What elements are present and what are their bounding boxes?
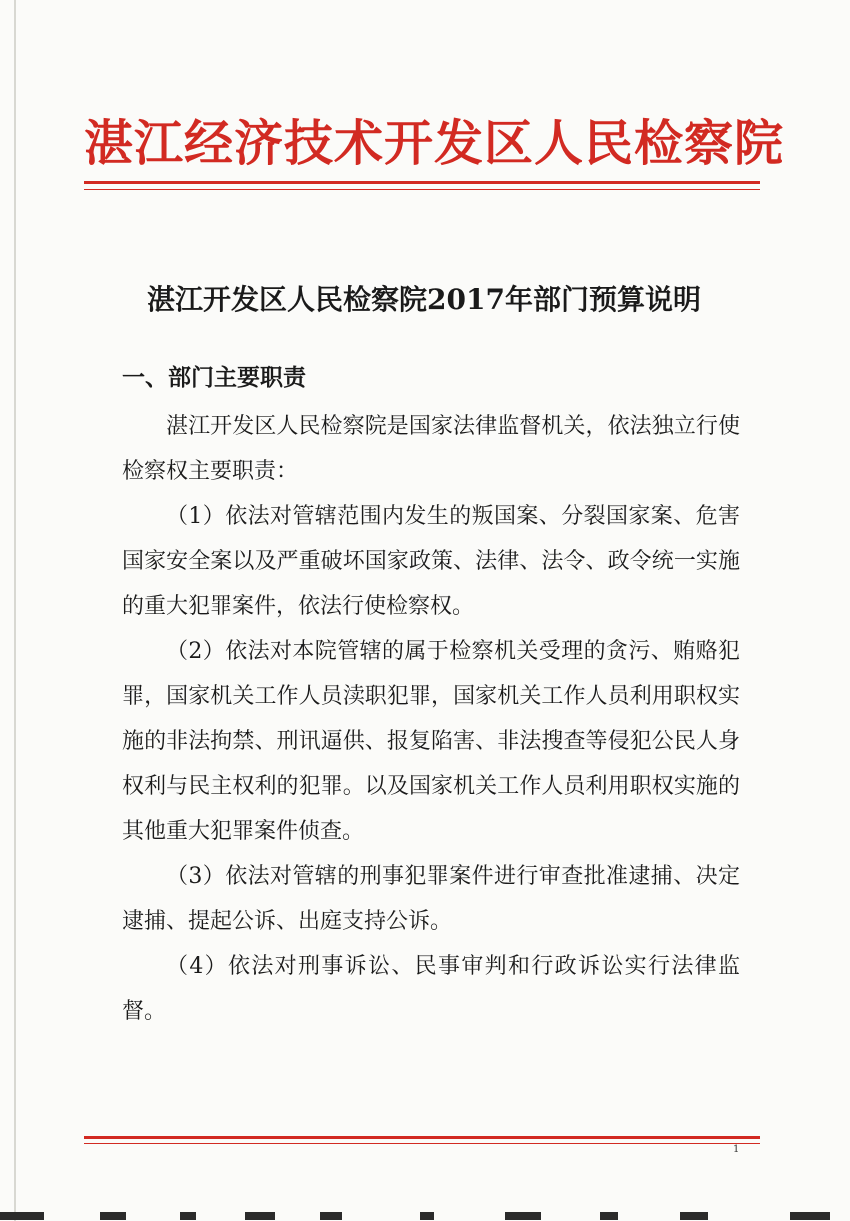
scan-edge-shadow xyxy=(14,0,16,1221)
paragraph-duty-1: （1）依法对管辖范围内发生的叛国案、分裂国家案、危害国家安全案以及严重破坏国家政策、法律、法令、政令统一实施的重大犯罪案件，依法行使检察权。 xyxy=(122,504,740,619)
scan-bottom-artifacts xyxy=(0,1210,850,1221)
page-number: 1 xyxy=(733,1144,740,1155)
paragraph-intro: 湛江开发区人民检察院是国家法律监督机关，依法独立行使检察权主要职责： xyxy=(122,414,740,484)
footer-rule-thick xyxy=(84,1136,760,1139)
section-heading: 一、部门主要职责 xyxy=(122,364,306,391)
paragraph-duty-4: （4）依法对刑事诉讼、民事审判和行政诉讼实行法律监督。 xyxy=(122,954,740,1024)
organization-masthead: 湛江经济技术开发区人民检察院 xyxy=(84,115,785,172)
masthead-rule-thin xyxy=(84,189,760,190)
document-body xyxy=(122,404,740,1034)
paragraph-duty-3: （3）依法对管辖的刑事犯罪案件进行审查批准逮捕、决定逮捕、提起公诉、出庭支持公诉。 xyxy=(122,864,740,934)
paragraph-duty-2: （2）依法对本院管辖的属于检察机关受理的贪污、贿赂犯罪，国家机关工作人员渎职犯罪，国家机关工作人员利用职权实施的非法拘禁、刑讯逼供、报复陷害、非法搜查等侵犯公民人身权利与民主权利的犯罪。以及国家机关工作人员利用职权实施的其他重大犯罪案件侦查。 xyxy=(122,639,740,844)
footer-rule-thin xyxy=(84,1143,760,1144)
document-title: 湛江开发区人民检察院2017年部门预算说明 xyxy=(147,283,701,316)
masthead-rule-thick xyxy=(84,181,760,184)
